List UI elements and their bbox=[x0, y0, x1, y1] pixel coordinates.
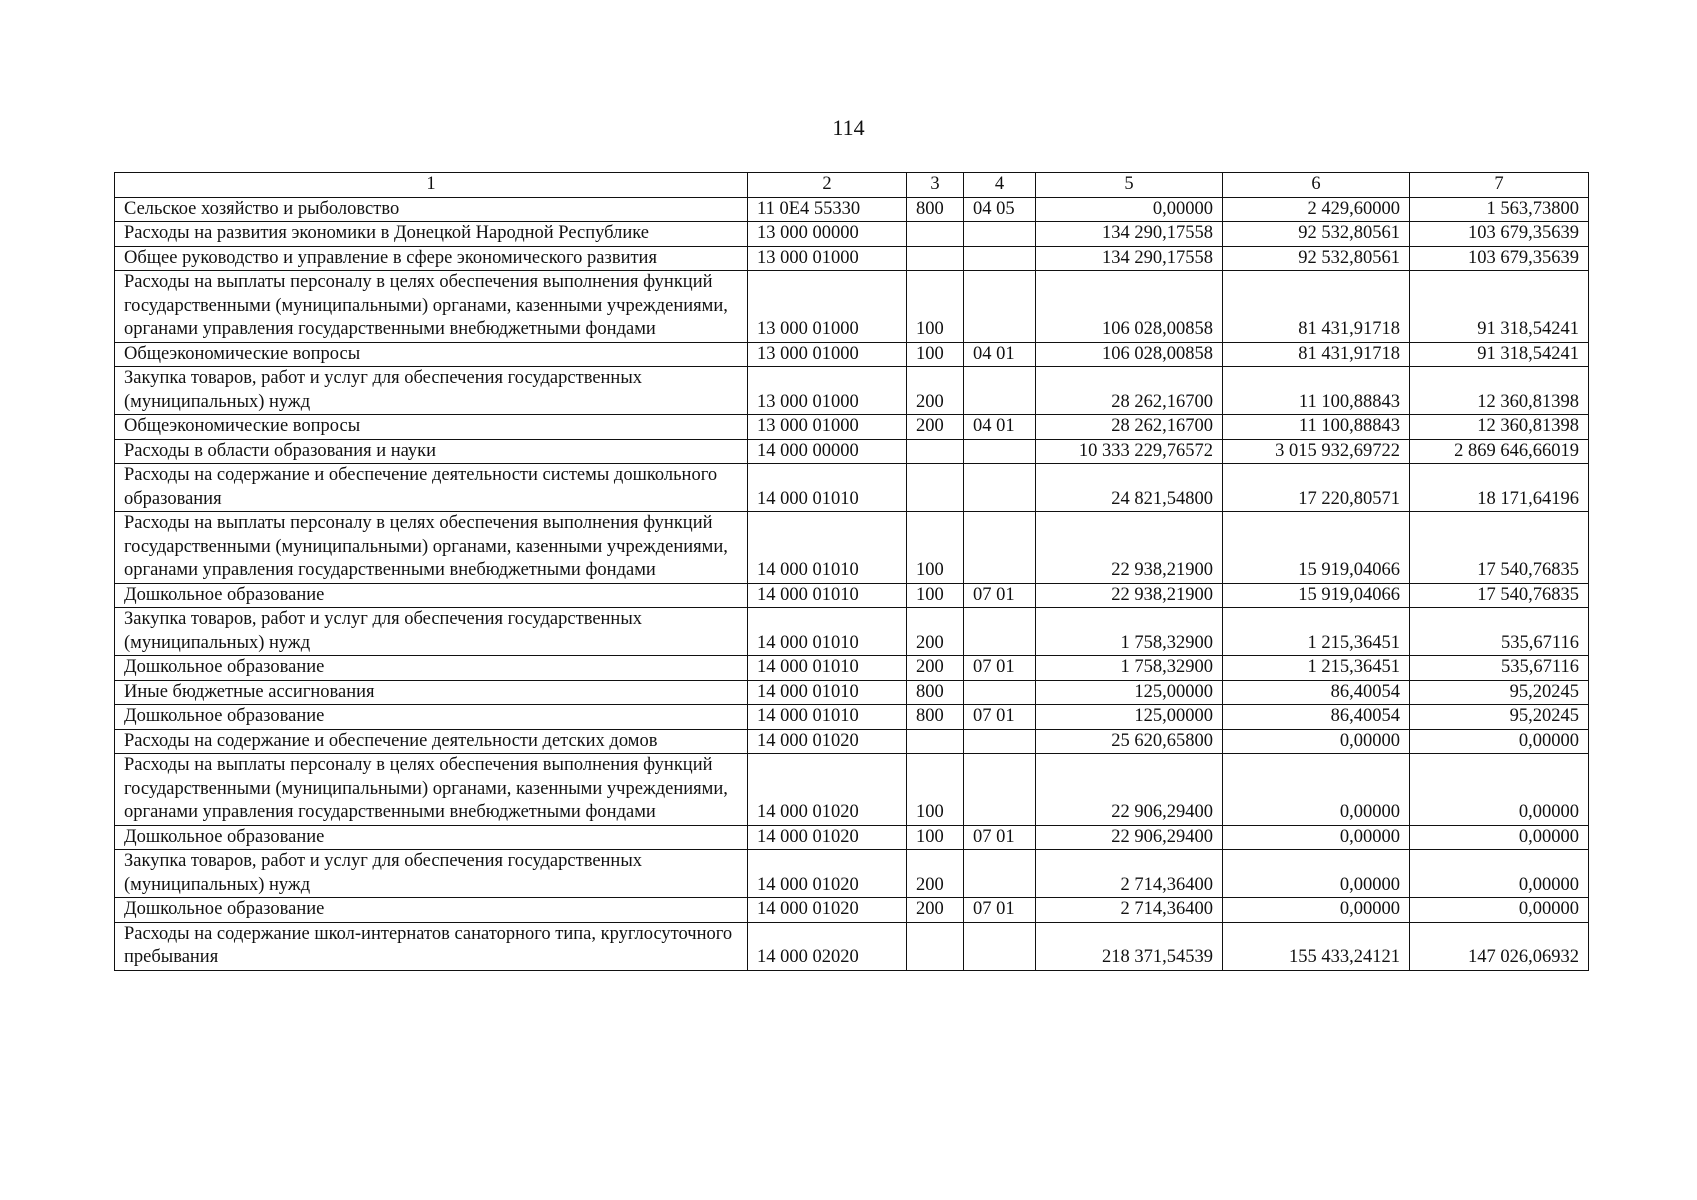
page-number: 114 bbox=[832, 115, 865, 140]
table-row bbox=[115, 464, 1589, 512]
row-section-cell bbox=[964, 922, 1036, 970]
row-section-cell bbox=[964, 367, 1036, 415]
row-amount-5-cell: 22 906,29400 bbox=[1036, 754, 1223, 826]
row-code-cell: 14 000 01020 bbox=[748, 754, 907, 826]
table-row bbox=[115, 197, 1589, 222]
row-expense-type-cell bbox=[907, 222, 964, 247]
header-cell: 7 bbox=[1410, 173, 1589, 198]
row-amount-7-cell: 535,67116 bbox=[1410, 656, 1589, 681]
row-expense-type-cell bbox=[907, 922, 964, 970]
row-amount-6-cell: 86,40054 bbox=[1223, 705, 1410, 730]
row-amount-5-cell: 2 714,36400 bbox=[1036, 850, 1223, 898]
row-amount-5-cell: 25 620,65800 bbox=[1036, 729, 1223, 754]
row-section-cell: 07 01 bbox=[964, 825, 1036, 850]
row-code-cell: 14 000 01010 bbox=[748, 680, 907, 705]
row-amount-6-cell: 0,00000 bbox=[1223, 754, 1410, 826]
row-name-cell: Общеэкономические вопросы bbox=[115, 342, 748, 367]
row-name-cell: Дошкольное образование bbox=[115, 705, 748, 730]
row-expense-type-cell: 800 bbox=[907, 705, 964, 730]
row-name-cell: Дошкольное образование bbox=[115, 656, 748, 681]
row-amount-5-cell: 24 821,54800 bbox=[1036, 464, 1223, 512]
row-amount-7-cell: 91 318,54241 bbox=[1410, 342, 1589, 367]
row-amount-7-cell: 17 540,76835 bbox=[1410, 583, 1589, 608]
row-amount-7-cell: 2 869 646,66019 bbox=[1410, 439, 1589, 464]
row-name-cell: Закупка товаров, работ и услуг для обеспечения государственных (муниципальных) нужд bbox=[115, 367, 748, 415]
row-section-cell: 07 01 bbox=[964, 656, 1036, 681]
header-cell: 2 bbox=[748, 173, 907, 198]
row-name-cell: Расходы на содержание и обеспечение деятельности детских домов bbox=[115, 729, 748, 754]
row-name-cell: Общее руководство и управление в сфере экономического развития bbox=[115, 246, 748, 271]
table-row bbox=[115, 608, 1589, 656]
row-amount-6-cell: 92 532,80561 bbox=[1223, 246, 1410, 271]
row-amount-5-cell: 10 333 229,76572 bbox=[1036, 439, 1223, 464]
row-amount-5-cell: 125,00000 bbox=[1036, 680, 1223, 705]
row-amount-7-cell: 12 360,81398 bbox=[1410, 415, 1589, 440]
row-expense-type-cell: 100 bbox=[907, 825, 964, 850]
row-expense-type-cell: 800 bbox=[907, 197, 964, 222]
row-code-cell: 14 000 01010 bbox=[748, 705, 907, 730]
row-amount-6-cell: 15 919,04066 bbox=[1223, 512, 1410, 584]
row-amount-7-cell: 103 679,35639 bbox=[1410, 246, 1589, 271]
row-code-cell: 14 000 01020 bbox=[748, 825, 907, 850]
row-section-cell bbox=[964, 680, 1036, 705]
row-section-cell: 07 01 bbox=[964, 705, 1036, 730]
row-amount-6-cell: 0,00000 bbox=[1223, 729, 1410, 754]
table-row bbox=[115, 342, 1589, 367]
row-name-cell: Расходы на выплаты персоналу в целях обеспечения выполнения функций государственными (муниципальными) органами, казенными учреждениями, органами управления государственными внебюджетными фондами bbox=[115, 512, 748, 584]
row-expense-type-cell: 200 bbox=[907, 367, 964, 415]
table-header-row bbox=[115, 173, 1589, 198]
row-section-cell bbox=[964, 608, 1036, 656]
table-row bbox=[115, 898, 1589, 923]
header-cell: 3 bbox=[907, 173, 964, 198]
row-amount-5-cell: 134 290,17558 bbox=[1036, 246, 1223, 271]
row-expense-type-cell: 100 bbox=[907, 583, 964, 608]
row-code-cell: 14 000 00000 bbox=[748, 439, 907, 464]
row-expense-type-cell: 200 bbox=[907, 898, 964, 923]
row-section-cell: 07 01 bbox=[964, 898, 1036, 923]
row-name-cell: Сельское хозяйство и рыболовство bbox=[115, 197, 748, 222]
row-amount-5-cell: 125,00000 bbox=[1036, 705, 1223, 730]
row-code-cell: 14 000 02020 bbox=[748, 922, 907, 970]
row-amount-6-cell: 15 919,04066 bbox=[1223, 583, 1410, 608]
row-amount-6-cell: 17 220,80571 bbox=[1223, 464, 1410, 512]
row-code-cell: 13 000 01000 bbox=[748, 342, 907, 367]
row-code-cell: 13 000 01000 bbox=[748, 271, 907, 343]
row-section-cell bbox=[964, 729, 1036, 754]
row-section-cell: 04 05 bbox=[964, 197, 1036, 222]
row-amount-5-cell: 106 028,00858 bbox=[1036, 271, 1223, 343]
row-code-cell: 14 000 01010 bbox=[748, 583, 907, 608]
row-section-cell: 07 01 bbox=[964, 583, 1036, 608]
row-code-cell: 14 000 01020 bbox=[748, 850, 907, 898]
row-expense-type-cell: 200 bbox=[907, 850, 964, 898]
table-row bbox=[115, 825, 1589, 850]
row-amount-7-cell: 95,20245 bbox=[1410, 680, 1589, 705]
row-name-cell: Дошкольное образование bbox=[115, 583, 748, 608]
row-code-cell: 13 000 01000 bbox=[748, 367, 907, 415]
row-section-cell bbox=[964, 222, 1036, 247]
row-code-cell: 14 000 01010 bbox=[748, 464, 907, 512]
row-amount-6-cell: 0,00000 bbox=[1223, 850, 1410, 898]
row-expense-type-cell: 200 bbox=[907, 608, 964, 656]
row-name-cell: Расходы на содержание школ-интернатов санаторного типа, круглосуточного пребывания bbox=[115, 922, 748, 970]
row-amount-5-cell: 28 262,16700 bbox=[1036, 415, 1223, 440]
row-section-cell bbox=[964, 512, 1036, 584]
row-name-cell: Закупка товаров, работ и услуг для обеспечения государственных (муниципальных) нужд bbox=[115, 608, 748, 656]
row-name-cell: Расходы в области образования и науки bbox=[115, 439, 748, 464]
row-amount-7-cell: 17 540,76835 bbox=[1410, 512, 1589, 584]
row-expense-type-cell bbox=[907, 464, 964, 512]
header-cell: 5 bbox=[1036, 173, 1223, 198]
row-amount-6-cell: 1 215,36451 bbox=[1223, 656, 1410, 681]
row-amount-7-cell: 0,00000 bbox=[1410, 850, 1589, 898]
row-amount-6-cell: 155 433,24121 bbox=[1223, 922, 1410, 970]
row-expense-type-cell bbox=[907, 246, 964, 271]
row-code-cell: 14 000 01010 bbox=[748, 512, 907, 584]
table-row bbox=[115, 271, 1589, 343]
row-amount-5-cell: 2 714,36400 bbox=[1036, 898, 1223, 923]
row-amount-6-cell: 0,00000 bbox=[1223, 898, 1410, 923]
row-code-cell: 13 000 01000 bbox=[748, 415, 907, 440]
table-row bbox=[115, 922, 1589, 970]
row-amount-6-cell: 2 429,60000 bbox=[1223, 197, 1410, 222]
row-amount-6-cell: 1 215,36451 bbox=[1223, 608, 1410, 656]
table-row bbox=[115, 367, 1589, 415]
row-amount-5-cell: 22 906,29400 bbox=[1036, 825, 1223, 850]
row-amount-7-cell: 91 318,54241 bbox=[1410, 271, 1589, 343]
row-name-cell: Общеэкономические вопросы bbox=[115, 415, 748, 440]
row-name-cell: Дошкольное образование bbox=[115, 898, 748, 923]
row-code-cell: 14 000 01020 bbox=[748, 729, 907, 754]
row-name-cell: Расходы на развития экономики в Донецкой Народной Республике bbox=[115, 222, 748, 247]
row-section-cell bbox=[964, 271, 1036, 343]
row-name-cell: Расходы на выплаты персоналу в целях обеспечения выполнения функций государственными (муниципальными) органами, казенными учреждениями, органами управления государственными внебюджетными фондами bbox=[115, 271, 748, 343]
row-section-cell: 04 01 bbox=[964, 415, 1036, 440]
budget-table bbox=[114, 172, 1589, 971]
row-amount-5-cell: 134 290,17558 bbox=[1036, 222, 1223, 247]
row-name-cell: Дошкольное образование bbox=[115, 825, 748, 850]
table-row bbox=[115, 729, 1589, 754]
table-row bbox=[115, 656, 1589, 681]
header-cell: 6 bbox=[1223, 173, 1410, 198]
row-amount-5-cell: 22 938,21900 bbox=[1036, 583, 1223, 608]
row-expense-type-cell: 100 bbox=[907, 512, 964, 584]
row-section-cell: 04 01 bbox=[964, 342, 1036, 367]
row-amount-5-cell: 0,00000 bbox=[1036, 197, 1223, 222]
row-expense-type-cell: 100 bbox=[907, 271, 964, 343]
row-amount-7-cell: 12 360,81398 bbox=[1410, 367, 1589, 415]
row-code-cell: 13 000 01000 bbox=[748, 246, 907, 271]
table-row bbox=[115, 680, 1589, 705]
row-section-cell bbox=[964, 246, 1036, 271]
row-amount-6-cell: 92 532,80561 bbox=[1223, 222, 1410, 247]
table-row bbox=[115, 415, 1589, 440]
header-cell: 1 bbox=[115, 173, 748, 198]
table-row bbox=[115, 246, 1589, 271]
row-expense-type-cell: 200 bbox=[907, 415, 964, 440]
row-expense-type-cell bbox=[907, 439, 964, 464]
table-row bbox=[115, 705, 1589, 730]
row-amount-7-cell: 0,00000 bbox=[1410, 754, 1589, 826]
row-section-cell bbox=[964, 464, 1036, 512]
row-amount-6-cell: 3 015 932,69722 bbox=[1223, 439, 1410, 464]
row-expense-type-cell bbox=[907, 729, 964, 754]
row-expense-type-cell: 800 bbox=[907, 680, 964, 705]
row-name-cell: Расходы на выплаты персоналу в целях обеспечения выполнения функций государственными (муниципальными) органами, казенными учреждениями, органами управления государственными внебюджетными фондами bbox=[115, 754, 748, 826]
row-amount-7-cell: 0,00000 bbox=[1410, 898, 1589, 923]
table-row bbox=[115, 850, 1589, 898]
header-cell: 4 bbox=[964, 173, 1036, 198]
table-row bbox=[115, 222, 1589, 247]
row-section-cell bbox=[964, 850, 1036, 898]
table-row bbox=[115, 754, 1589, 826]
row-amount-7-cell: 0,00000 bbox=[1410, 825, 1589, 850]
row-amount-7-cell: 0,00000 bbox=[1410, 729, 1589, 754]
table-row bbox=[115, 512, 1589, 584]
row-amount-6-cell: 81 431,91718 bbox=[1223, 342, 1410, 367]
row-name-cell: Иные бюджетные ассигнования bbox=[115, 680, 748, 705]
row-amount-5-cell: 1 758,32900 bbox=[1036, 656, 1223, 681]
row-amount-7-cell: 535,67116 bbox=[1410, 608, 1589, 656]
row-amount-5-cell: 28 262,16700 bbox=[1036, 367, 1223, 415]
row-amount-7-cell: 1 563,73800 bbox=[1410, 197, 1589, 222]
row-amount-6-cell: 81 431,91718 bbox=[1223, 271, 1410, 343]
row-amount-7-cell: 95,20245 bbox=[1410, 705, 1589, 730]
row-code-cell: 13 000 00000 bbox=[748, 222, 907, 247]
row-amount-6-cell: 11 100,88843 bbox=[1223, 415, 1410, 440]
row-amount-7-cell: 18 171,64196 bbox=[1410, 464, 1589, 512]
row-code-cell: 14 000 01020 bbox=[748, 898, 907, 923]
row-code-cell: 14 000 01010 bbox=[748, 656, 907, 681]
row-amount-5-cell: 218 371,54539 bbox=[1036, 922, 1223, 970]
row-code-cell: 14 000 01010 bbox=[748, 608, 907, 656]
row-expense-type-cell: 100 bbox=[907, 754, 964, 826]
row-amount-5-cell: 1 758,32900 bbox=[1036, 608, 1223, 656]
row-name-cell: Расходы на содержание и обеспечение деятельности системы дошкольного образования bbox=[115, 464, 748, 512]
row-amount-5-cell: 106 028,00858 bbox=[1036, 342, 1223, 367]
row-amount-5-cell: 22 938,21900 bbox=[1036, 512, 1223, 584]
row-amount-7-cell: 147 026,06932 bbox=[1410, 922, 1589, 970]
row-amount-6-cell: 11 100,88843 bbox=[1223, 367, 1410, 415]
row-name-cell: Закупка товаров, работ и услуг для обеспечения государственных (муниципальных) нужд bbox=[115, 850, 748, 898]
row-expense-type-cell: 100 bbox=[907, 342, 964, 367]
row-amount-6-cell: 0,00000 bbox=[1223, 825, 1410, 850]
row-amount-6-cell: 86,40054 bbox=[1223, 680, 1410, 705]
row-code-cell: 11 0E4 55330 bbox=[748, 197, 907, 222]
row-expense-type-cell: 200 bbox=[907, 656, 964, 681]
row-section-cell bbox=[964, 754, 1036, 826]
row-amount-7-cell: 103 679,35639 bbox=[1410, 222, 1589, 247]
table-row bbox=[115, 439, 1589, 464]
table-row bbox=[115, 583, 1589, 608]
row-section-cell bbox=[964, 439, 1036, 464]
